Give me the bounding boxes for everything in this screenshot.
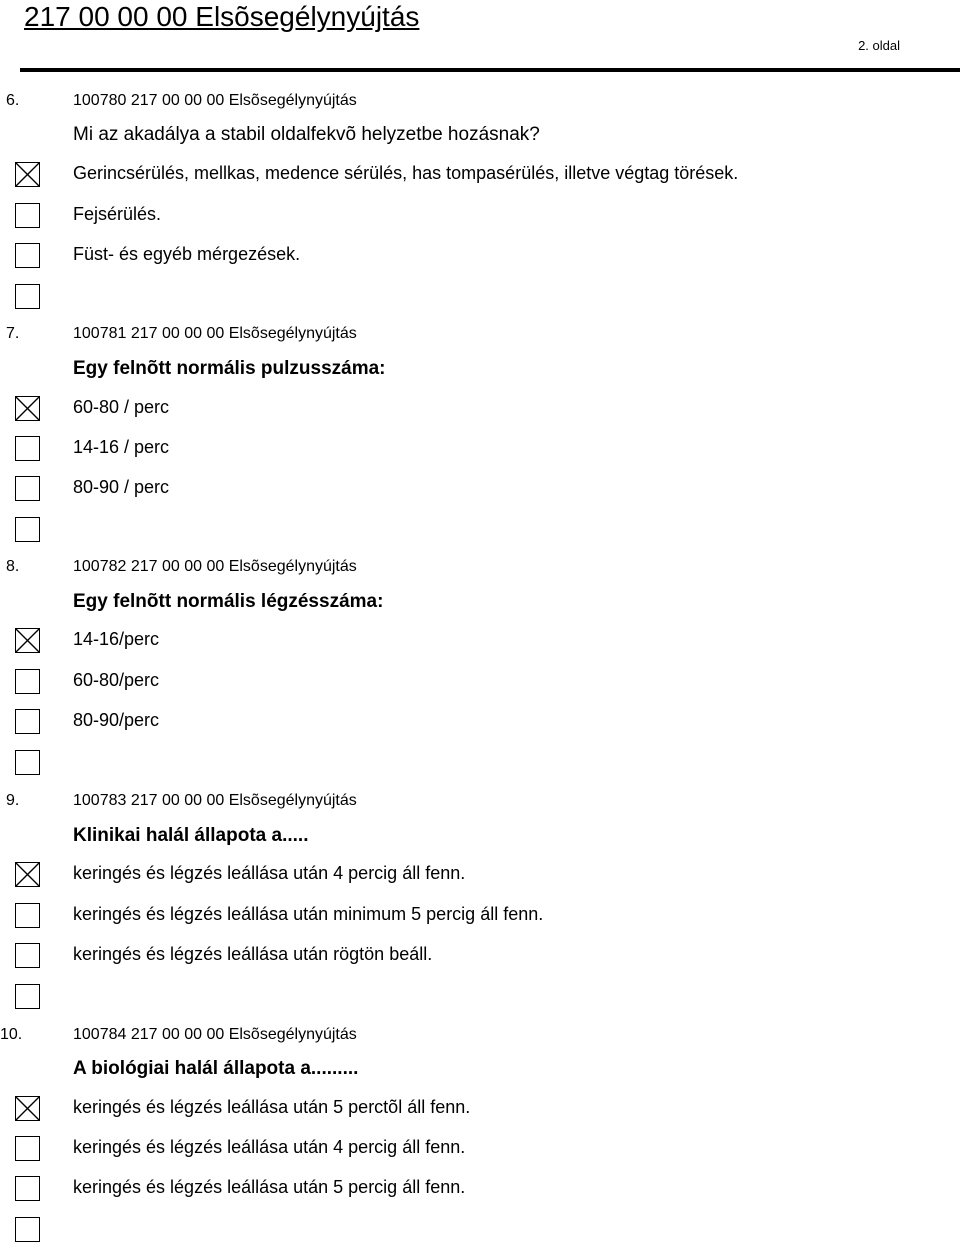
option-label: 60-80/perc <box>73 670 160 690</box>
page-title: 217 00 00 00 Elsõsegélynyújtás <box>24 1 420 32</box>
question-text: A biológiai halál állapota a......... <box>73 1058 359 1079</box>
question-text: Mi az akadálya a stabil oldalfekvõ helyzetbe hozásnak? <box>73 124 540 145</box>
option-label: keringés és légzés leállása után minimum 5 percig áll fenn. <box>73 904 544 924</box>
checkbox[interactable] <box>15 709 40 734</box>
question-text: Egy felnõtt normális légzésszáma: <box>73 591 384 612</box>
checkbox[interactable] <box>15 476 40 501</box>
question-text: Klinikai halál állapota a..... <box>73 825 309 846</box>
checkbox[interactable] <box>15 284 40 309</box>
option-label: keringés és légzés leállása után 4 percig áll fenn. <box>73 863 466 883</box>
option-label: 14-16/perc <box>73 629 160 649</box>
option-label: Fejsérülés. <box>73 204 162 224</box>
option-label: 60-80 / perc <box>73 397 170 417</box>
option-label: Gerincsérülés, mellkas, medence sérülés, has tompasérülés, illetve végtag törések. <box>73 163 739 183</box>
question-code: 100782 217 00 00 00 Elsõsegélynyújtás <box>73 558 357 575</box>
option-label: keringés és légzés leállása után 4 percig áll fenn. <box>73 1137 466 1157</box>
checkbox[interactable] <box>15 203 40 228</box>
checkbox[interactable] <box>15 243 40 268</box>
option-label: keringés és légzés leállása után 5 perctõl áll fenn. <box>73 1097 471 1117</box>
checkbox-checked[interactable] <box>15 1096 40 1121</box>
cross-mark-icon <box>16 1097 39 1120</box>
checkbox[interactable] <box>15 517 40 542</box>
cross-mark-icon <box>16 863 39 886</box>
checkbox-checked[interactable] <box>15 162 40 187</box>
option-label: 80-90 / perc <box>73 477 170 497</box>
question-code: 100783 217 00 00 00 Elsõsegélynyújtás <box>73 792 357 809</box>
cross-mark-icon <box>16 397 39 420</box>
question-text: Egy felnõtt normális pulzusszáma: <box>73 358 386 379</box>
option-label: keringés és légzés leállása után 5 percig áll fenn. <box>73 1177 466 1197</box>
question-number: 8. <box>6 558 20 575</box>
option-label: keringés és légzés leállása után rögtön beáll. <box>73 944 433 964</box>
checkbox[interactable] <box>15 903 40 928</box>
question-number: 7. <box>6 325 20 342</box>
option-label: Füst- és egyéb mérgezések. <box>73 244 301 264</box>
cross-mark-icon <box>16 629 39 652</box>
checkbox-checked[interactable] <box>15 396 40 421</box>
cross-mark-icon <box>16 163 39 186</box>
question-number: 10. <box>0 1026 23 1043</box>
checkbox-checked[interactable] <box>15 862 40 887</box>
checkbox[interactable] <box>15 1217 40 1242</box>
checkbox[interactable] <box>15 984 40 1009</box>
checkbox[interactable] <box>15 1176 40 1201</box>
checkbox[interactable] <box>15 1136 40 1161</box>
checkbox-checked[interactable] <box>15 628 40 653</box>
checkbox[interactable] <box>15 750 40 775</box>
option-label: 80-90/perc <box>73 710 160 730</box>
question-code: 100784 217 00 00 00 Elsõsegélynyújtás <box>73 1026 357 1043</box>
checkbox[interactable] <box>15 436 40 461</box>
checkbox[interactable] <box>15 669 40 694</box>
page-number: 2. oldal <box>858 38 900 53</box>
question-code: 100780 217 00 00 00 Elsõsegélynyújtás <box>73 92 357 109</box>
question-code: 100781 217 00 00 00 Elsõsegélynyújtás <box>73 325 357 342</box>
question-number: 9. <box>6 792 20 809</box>
header-rule <box>20 68 960 72</box>
question-number: 6. <box>6 92 20 109</box>
checkbox[interactable] <box>15 943 40 968</box>
option-label: 14-16 / perc <box>73 437 170 457</box>
